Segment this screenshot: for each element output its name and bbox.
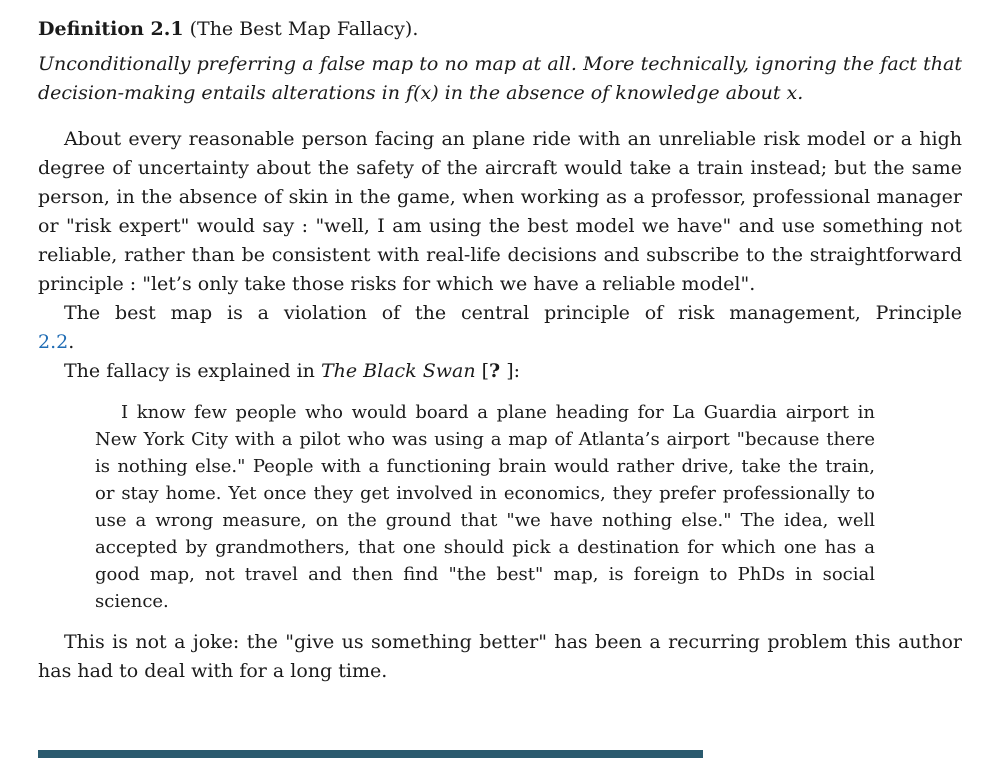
paragraph-plane-ride: About every reasonable person facing an plane ride with an unreliable risk model or a high degree of uncertainty about the safety of the aircraft would take a train instead; but the same person, in the absence of skin in the game, when working as a professor, professional manager or "risk expert" would say : "well, I am using the best model we have" and use something not reliable, rather than be consistent with real-life decisions and subscribe to the straightforward principle : "let’s only take those risks for which we have a reliable model".	[38, 128, 962, 295]
definition-block	[38, 16, 962, 108]
definition-statement: Unconditionally preferring a false map to no map at all. More technically, ignoring the fact that decision-making entails alterations in f(x) in the absence of knowledge about x.	[38, 53, 962, 104]
paragraph-best-map	[38, 299, 962, 357]
definition-title: (The Best Map Fallacy).	[183, 18, 419, 40]
paragraph-fallacy-explained	[38, 357, 962, 386]
citation-bracket-close: ]:	[500, 360, 521, 382]
paragraph-best-map-line1: The best map is a violation of the central principle of risk management, Principle	[64, 302, 962, 324]
definition-label: Definition 2.1	[38, 18, 184, 40]
definition-heading	[38, 16, 962, 43]
citation-bracket-open: [	[475, 360, 490, 382]
black-swan-quote: I know few people who would board a plane heading for La Guardia airport in New York City with a pilot who was using a map of Atlanta’s airport "because there is nothing else." People with a functioning brain would rather drive, take the train, or stay home. Yet once they get involved in economics, they prefer professionally to use a wrong measure, on the ground that "we have nothing else." The idea, well accepted by grandmothers, that one should pick a destination for which one has a good map, not travel and then find "the best" map, is foreign to PhDs in social science.	[95, 402, 875, 612]
paragraph-not-a-joke: This is not a joke: the "give us something better" has been a recurring problem this author has had to deal with for a long time.	[38, 631, 962, 682]
paragraph-best-map-line2	[38, 328, 962, 357]
fallacy-text-before: The fallacy is explained in	[64, 360, 321, 382]
principle-ref-period: .	[68, 331, 75, 353]
principle-ref-link[interactable]: 2.2	[38, 331, 69, 353]
book-title-black-swan: The Black Swan	[320, 360, 476, 382]
next-section-header-bar	[38, 750, 703, 758]
citation-question-mark: ?	[489, 360, 501, 382]
